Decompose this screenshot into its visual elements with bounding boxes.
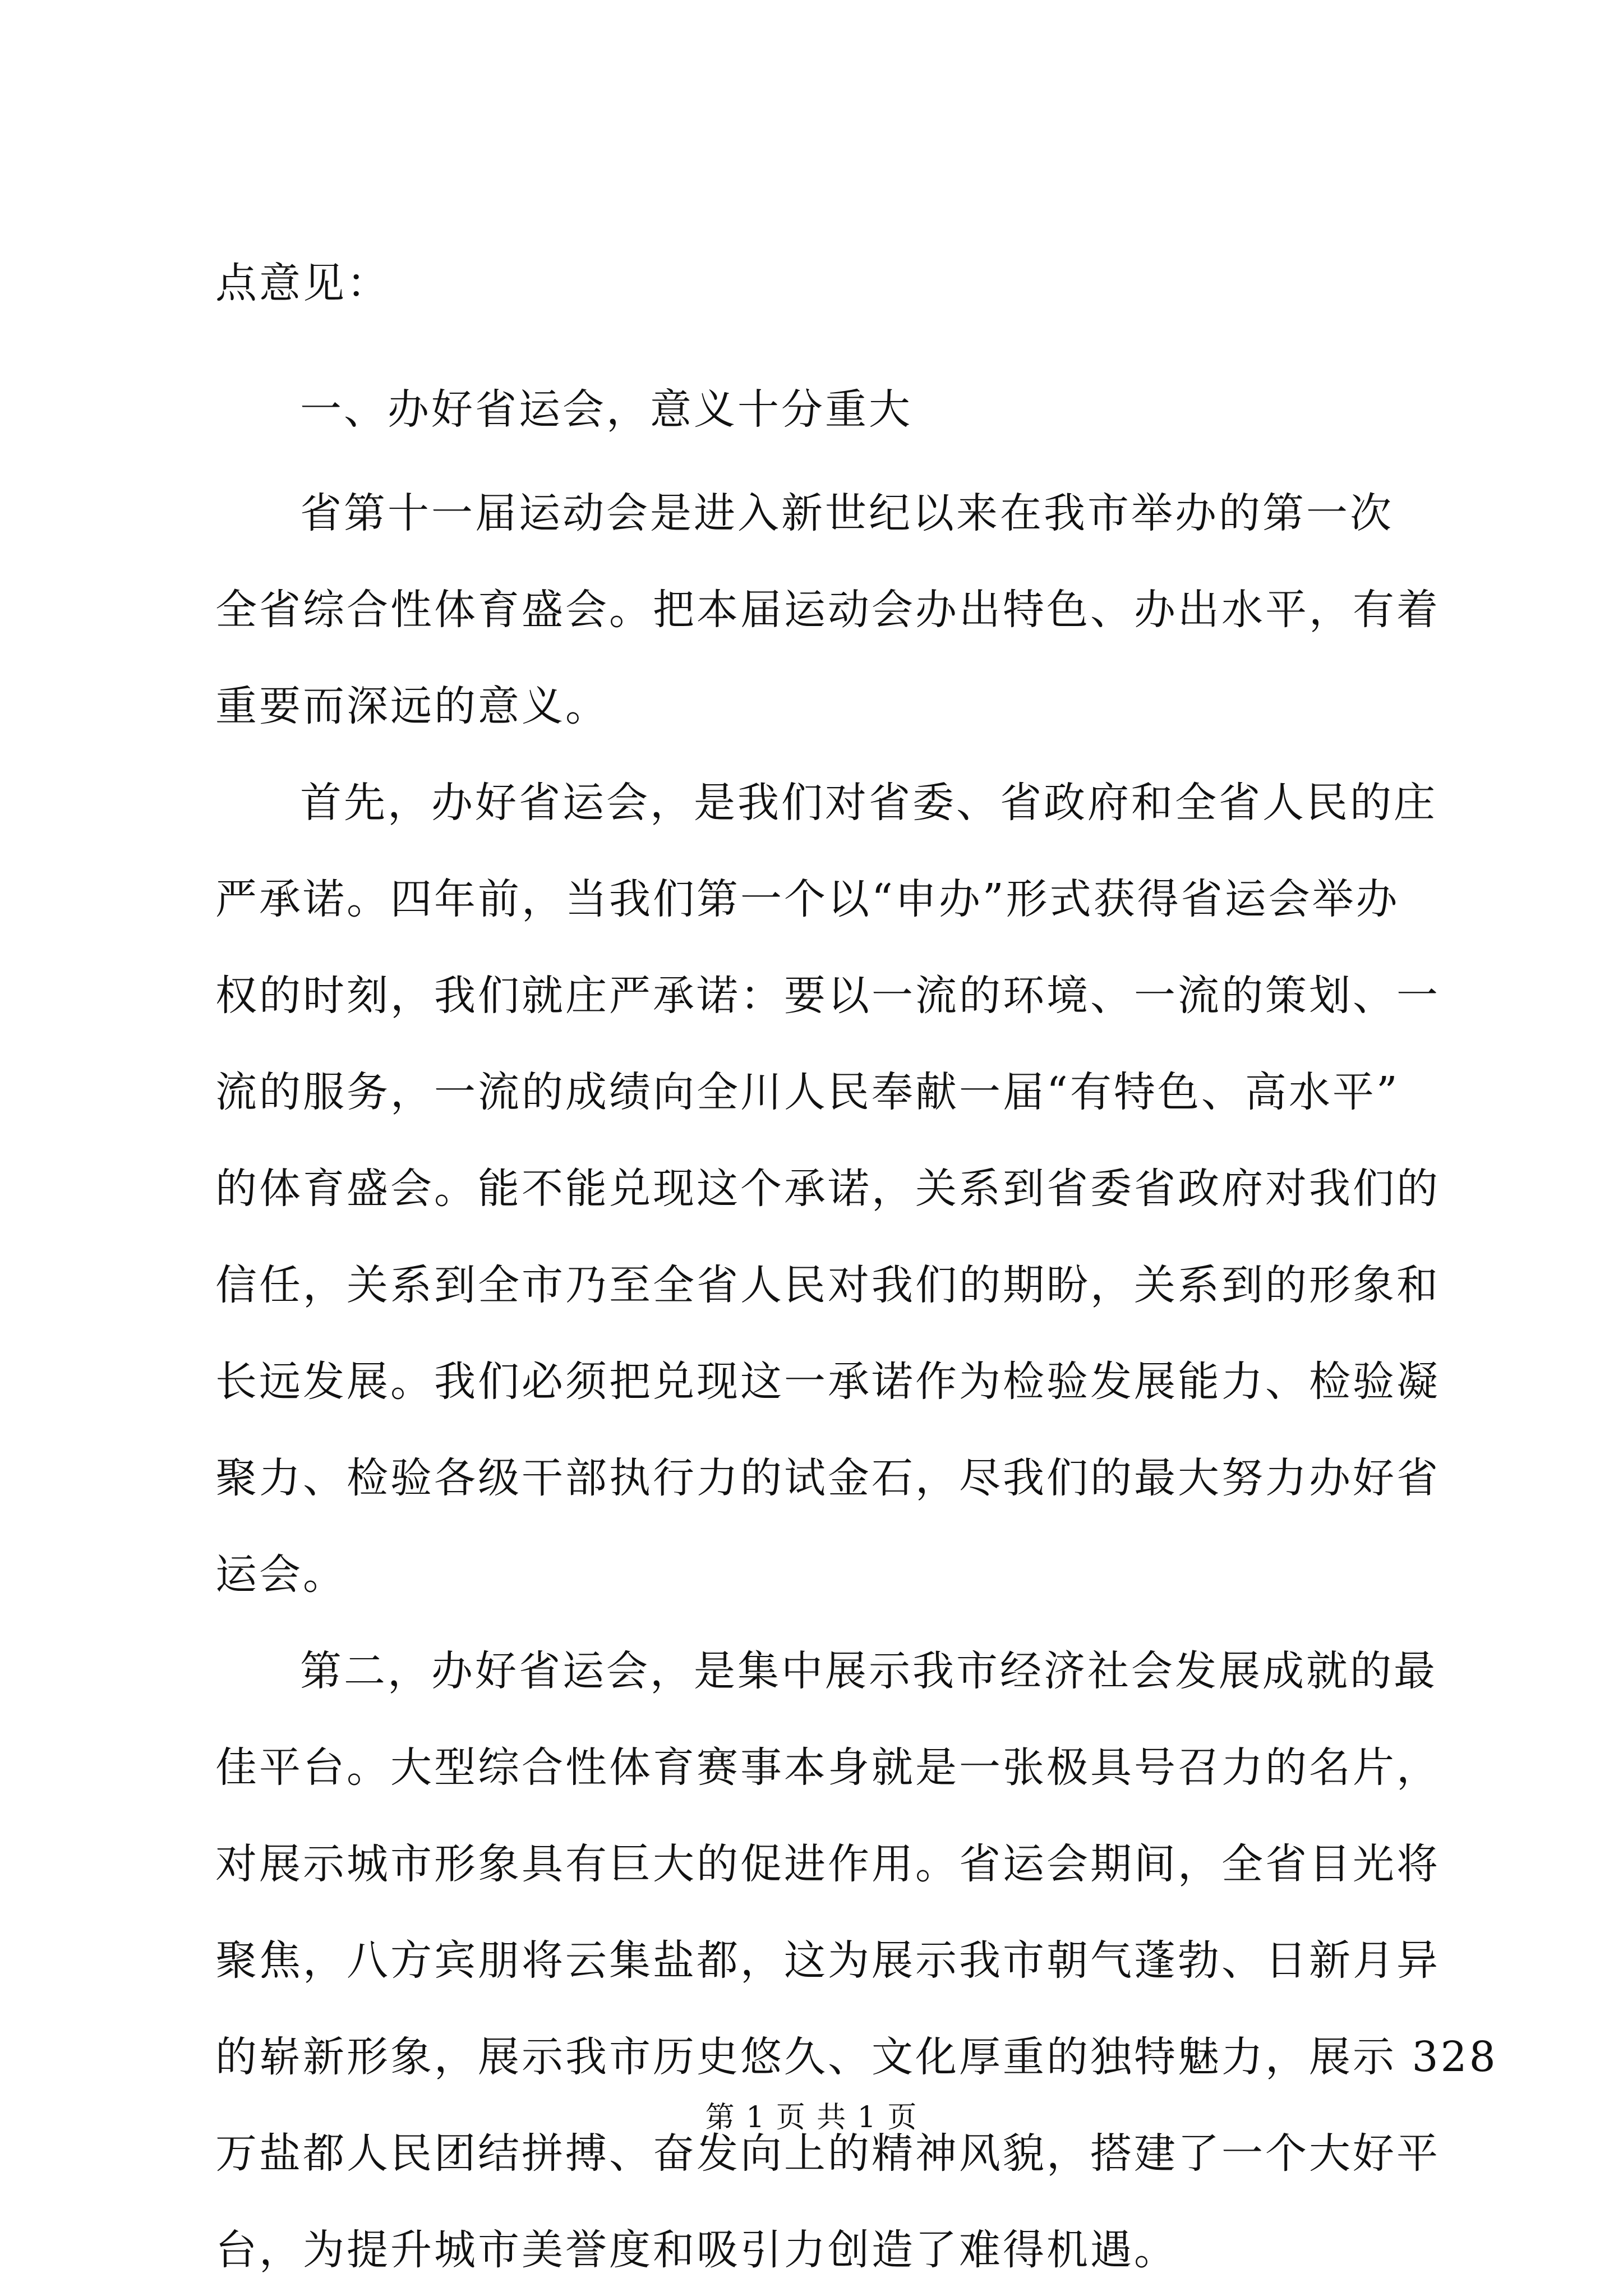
text-line: 权的时刻，我们就庄严承诺：要以一流的环境、一流的策划、一 [215, 972, 1440, 1020]
section-heading: 一、办好省运会，意义十分重大 [300, 385, 912, 434]
text-line: 万盐都人民团结拼搏、奋发向上的精神风貌，搭建了一个大好平 [215, 2129, 1440, 2178]
text-line: 运会。 [215, 1550, 347, 1599]
text-line: 信任，关系到全市乃至全省人民对我们的期盼，关系到的形象和 [215, 1261, 1440, 1309]
text-line: 长远发展。我们必须把兑现这一承诺作为检验发展能力、检验凝 [215, 1358, 1440, 1406]
text-line: 第二，办好省运会，是集中展示我市经济社会发展成就的最 [300, 1647, 1437, 1695]
text-line: 点意见： [215, 259, 390, 307]
text-line: 严承诺。四年前，当我们第一个以“申办”形式获得省运会举办 [215, 875, 1400, 923]
text-line: 全省综合性体育盛会。把本届运动会办出特色、办出水平，有着 [215, 586, 1440, 634]
text-line: 对展示城市形象具有巨大的促进作用。省运会期间，全省目光将 [215, 1840, 1440, 1888]
text-line: 重要而深远的意义。 [215, 682, 609, 730]
text-line: 台，为提升城市美誉度和吸引力创造了难得机遇。 [215, 2226, 1178, 2274]
text-line: 聚焦，八方宾朋将云集盐都，这为展示我市朝气蓬勃、日新月异 [215, 1936, 1440, 1985]
text-line: 流的服务，一流的成绩向全川人民奉献一届“有特色、高水平” [215, 1068, 1400, 1116]
text-line: 聚力、检验各级干部执行力的试金石，尽我们的最大努力办好省 [215, 1454, 1440, 1502]
text-line: 的崭新形象，展示我市历史悠久、文化厚重的独特魅力，展示 328 [215, 2033, 1498, 2081]
text-line: 省第十一届运动会是进入新世纪以来在我市举办的第一次 [300, 489, 1394, 537]
text-line: 首先，办好省运会，是我们对省委、省政府和全省人民的庄 [300, 779, 1437, 827]
text-line: 的体育盛会。能不能兑现这个承诺，关系到省委省政府对我们的 [215, 1165, 1440, 1213]
page-footer: 第 1 页 共 1 页 [705, 2101, 918, 2134]
text-line: 佳平台。大型综合性体育赛事本身就是一张极具号召力的名片， [215, 1743, 1440, 1792]
